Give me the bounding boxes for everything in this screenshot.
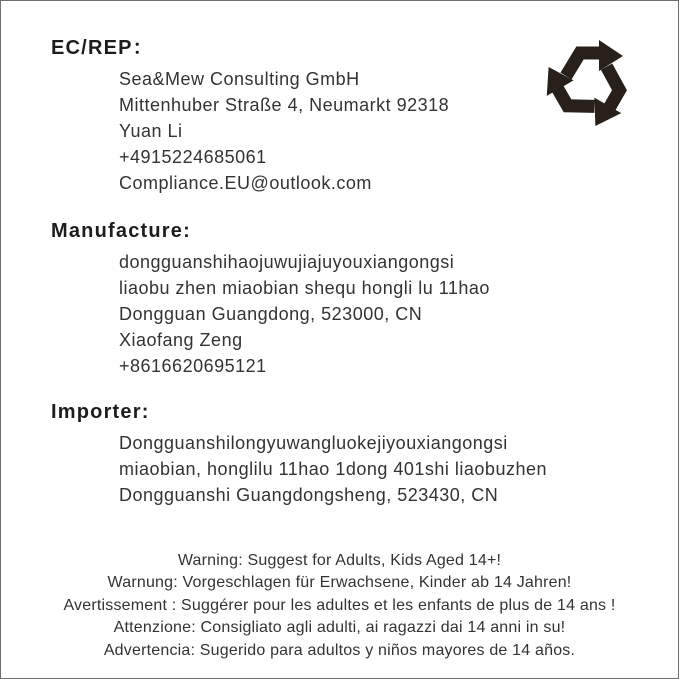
manufacturer-contact-name: Xiaofang Zeng [119,330,243,350]
ec-rep-email: Compliance.EU@outlook.com [119,173,372,193]
ec-rep-company: Sea&Mew Consulting GmbH [119,69,360,89]
warning-line-en: Warning: Suggest for Adults, Kids Aged 14+! [177,552,502,569]
ec-rep-heading: EC/REP： [51,37,154,59]
manufacturer-name: dongguanshihaojuwujiajuyouxiangongsi [119,252,455,272]
ec-rep-contact-name: Yuan Li [119,121,183,141]
ec-rep-address: Mittenhuber Straße 4, Neumarkt 92318 [119,95,450,115]
warning-block [1,550,678,662]
importer-heading: Importer: [51,401,150,423]
manufacturer-address-line2: Dongguan Guangdong, 523000, CN [119,304,423,324]
manufacturer-address-line1: liaobu zhen miaobian shequ hongli lu 11hao [119,278,490,298]
warning-line-es: Advertencia: Sugerido para adultos y niños mayores de 14 años. [103,641,576,659]
importer-address-line2: Dongguanshi Guangdongsheng, 523430, CN [119,485,499,505]
warning-line-de: Warnung: Vorgeschlagen für Erwachsene, Kinder ab 14 Jahren! [107,574,572,592]
importer-details [51,430,648,508]
manufacture-details [51,249,648,379]
section-manufacture [51,218,648,379]
importer-address-line1: miaobian, honglilu 11hao 1dong 401shi liaobuzhen [119,459,547,479]
manufacturer-phone: +8616620695121 [119,356,267,376]
section-importer [51,399,648,508]
recycling-icon [536,31,642,133]
ec-rep-phone: +4915224685061 [119,147,267,167]
warning-line-it: Attenzione: Consigliato agli adulti, ai ragazzi dai 14 anni in su! [113,619,566,637]
warning-line-fr: Avertissement : Suggérer pour les adultes et les enfants de plus de 14 ans ! [63,596,616,614]
importer-name: Dongguanshilongyuwangluokejiyouxiangongsi [119,433,508,453]
manufacture-heading: Manufacture: [51,220,191,242]
